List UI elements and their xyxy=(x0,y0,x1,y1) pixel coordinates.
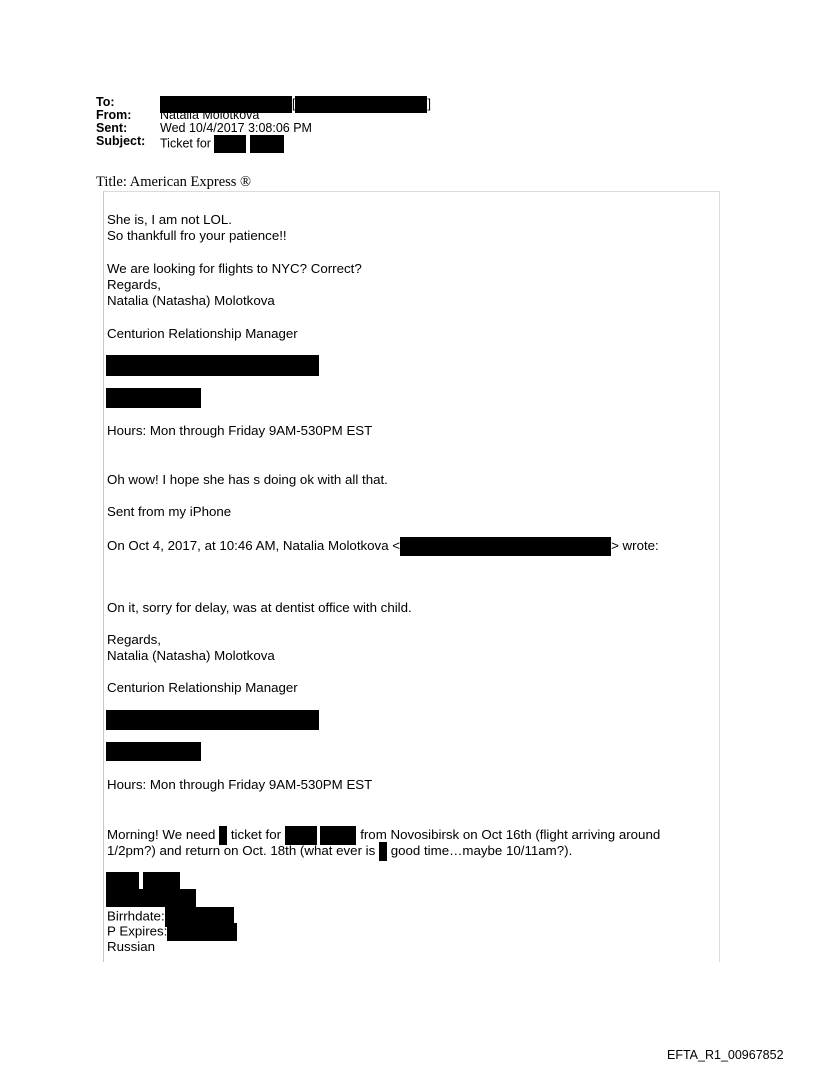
body-line: Regards, xyxy=(107,277,161,292)
signature-name: Natalia (Natasha) Molotkova xyxy=(107,648,275,663)
redaction-box xyxy=(379,842,387,861)
to-bracket-open: [ xyxy=(292,96,296,111)
redaction-box xyxy=(400,537,611,556)
redaction-box xyxy=(106,388,201,408)
quote-header xyxy=(107,537,659,556)
redaction-box xyxy=(106,710,319,730)
request-text: 1/2pm?) and return on Oct. 18th (what ever is xyxy=(107,843,376,859)
body-line: She is, I am not LOL. xyxy=(107,212,232,227)
from-value: Natalia Molotkova xyxy=(160,108,260,122)
subject-text: Ticket for xyxy=(160,136,211,151)
to-bracket-close: ] xyxy=(427,96,431,111)
hours-line: Hours: Mon through Friday 9AM-530PM EST xyxy=(107,423,373,438)
passport-label: P Expires: xyxy=(107,923,168,939)
redaction-box xyxy=(106,742,201,761)
body-line: Sent from my iPhone xyxy=(107,504,232,519)
nationality-line: Russian xyxy=(107,939,156,954)
redaction-box xyxy=(295,96,427,113)
sent-value: Wed 10/4/2017 3:08:06 PM xyxy=(160,121,312,135)
redaction-box xyxy=(106,355,319,376)
redaction-box xyxy=(106,889,196,907)
sent-label: Sent: xyxy=(96,121,128,135)
signature-title: Centurion Relationship Manager xyxy=(107,326,298,341)
quote-suffix: > wrote: xyxy=(611,538,659,554)
redaction-box xyxy=(250,135,284,153)
request-text: good time…maybe 10/11am?). xyxy=(390,843,573,859)
request-text: from Novosibirsk on Oct 16th (flight arriving around xyxy=(360,827,661,843)
body-line: We are looking for flights to NYC? Correct? xyxy=(107,261,362,276)
body-line: On it, sorry for delay, was at dentist office with child. xyxy=(107,600,412,615)
from-label: From: xyxy=(96,108,132,122)
body-line: Oh wow! I hope she has s doing ok with all that. xyxy=(107,472,388,487)
subject-label: Subject: xyxy=(96,134,146,148)
request-text: ticket for xyxy=(230,827,282,843)
hours-line: Hours: Mon through Friday 9AM-530PM EST xyxy=(107,777,373,792)
signature-title: Centurion Relationship Manager xyxy=(107,680,298,695)
signature-name: Natalia (Natasha) Molotkova xyxy=(107,293,275,308)
quote-prefix: On Oct 4, 2017, at 10:46 AM, Natalia Molotkova < xyxy=(107,538,401,554)
document-id: EFTA_R1_00967852 xyxy=(667,1048,784,1062)
subject-value xyxy=(160,135,284,153)
redaction-box xyxy=(167,923,237,941)
request-text: Morning! We need xyxy=(107,827,216,843)
birthdate-label: Birrhdate: xyxy=(107,908,165,924)
request-line xyxy=(107,842,572,861)
to-label: To: xyxy=(96,95,115,109)
body-line: Regards, xyxy=(107,632,161,647)
body-line: So thankfull fro your patience!! xyxy=(107,228,287,243)
document-title: Title: American Express ® xyxy=(96,174,252,190)
redaction-box xyxy=(214,135,246,153)
